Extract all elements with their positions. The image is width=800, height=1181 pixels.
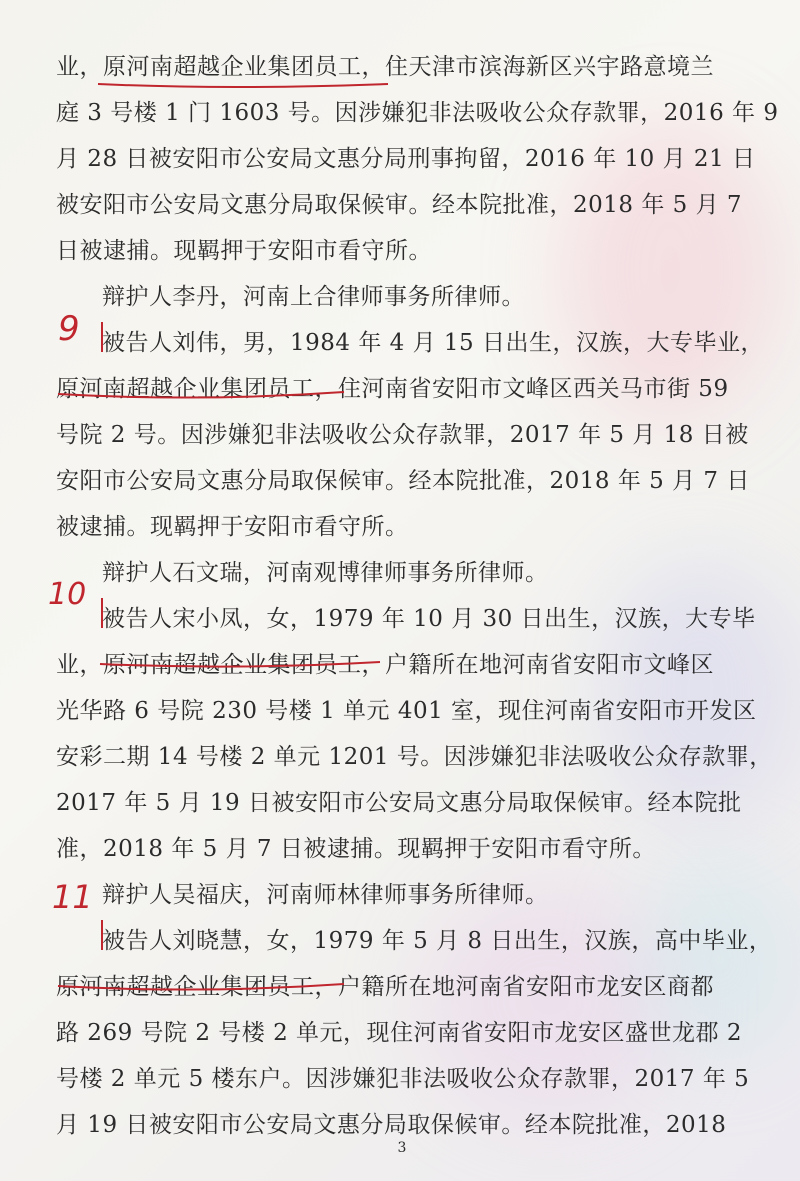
text-line: 被安阳市公安局文惠分局取保候审。经本院批准，2018 年 5 月 7 [56,192,743,218]
text-line: 月 19 日被安阳市公安局文惠分局取保候审。经本院批准，2018 [56,1112,727,1138]
defendant-heading-line: 被告人宋小凤，女，1979 年 10 月 30 日出生，汉族，大专毕 [102,606,756,632]
text-line: 安彩二期 14 号楼 2 单元 1201 号。因涉嫌犯非法吸收公众存款罪， [56,744,773,770]
text-line: 光华路 6 号院 230 号楼 1 单元 401 室，现住河南省安阳市开发区 [56,698,757,724]
text-line: 2017 年 5 月 19 日被安阳市公安局文惠分局取保候审。经本院批 [56,790,742,816]
handwritten-number: 10 [48,577,87,612]
underline-mark [98,84,388,87]
underline-mark [100,662,380,667]
text-line: 业，原河南超越企业集团员工，户籍所在地河南省安阳市文峰区 [56,652,714,678]
handwritten-number: 9 [58,309,80,349]
page-number: 3 [397,1140,407,1156]
underline-mark [58,392,344,398]
handwritten-number: 11 [52,878,93,916]
defendant-heading-line: 被告人刘伟，男，1984 年 4 月 15 日出生，汉族，大专毕业， [102,330,764,356]
text-line: 日被逮捕。现羁押于安阳市看守所。 [56,238,432,264]
text-line: 月 28 日被安阳市公安局文惠分局刑事拘留，2016 年 10 月 21 日 [56,146,756,172]
text-line: 原河南超越企业集团员工，住河南省安阳市文峰区西关马市街 59 [56,376,729,402]
defender-line: 辩护人吴福庆，河南师林律师事务所律师。 [102,882,549,908]
text-line: 准，2018 年 5 月 7 日被逮捕。现羁押于安阳市看守所。 [56,836,656,862]
underline-mark [58,984,344,990]
defendant-heading-line: 被告人刘晓慧，女，1979 年 5 月 8 日出生，汉族，高中毕业， [102,928,773,954]
text-line: 路 269 号院 2 号楼 2 单元，现住河南省安阳市龙安区盛世龙郡 2 [56,1020,742,1046]
text-line: 号楼 2 单元 5 楼东户。因涉嫌犯非法吸收公众存款罪，2017 年 5 [56,1066,750,1092]
text-line: 原河南超越企业集团员工，户籍所在地河南省安阳市龙安区商都 [56,974,714,1000]
text-line: 业，原河南超越企业集团员工，住天津市滨海新区兴宇路意境兰 [56,54,714,80]
text-line: 号院 2 号。因涉嫌犯非法吸收公众存款罪，2017 年 5 月 18 日被 [56,422,749,448]
text-line: 被逮捕。现羁押于安阳市看守所。 [56,514,409,540]
defender-line: 辩护人李丹，河南上合律师事务所律师。 [102,284,525,310]
text-line: 安阳市公安局文惠分局取保候审。经本院批准，2018 年 5 月 7 日 [56,468,750,494]
defender-line: 辩护人石文瑞，河南观博律师事务所律师。 [102,560,549,586]
text-line: 庭 3 号楼 1 门 1603 号。因涉嫌犯非法吸收公众存款罪，2016 年 9 [56,100,779,126]
